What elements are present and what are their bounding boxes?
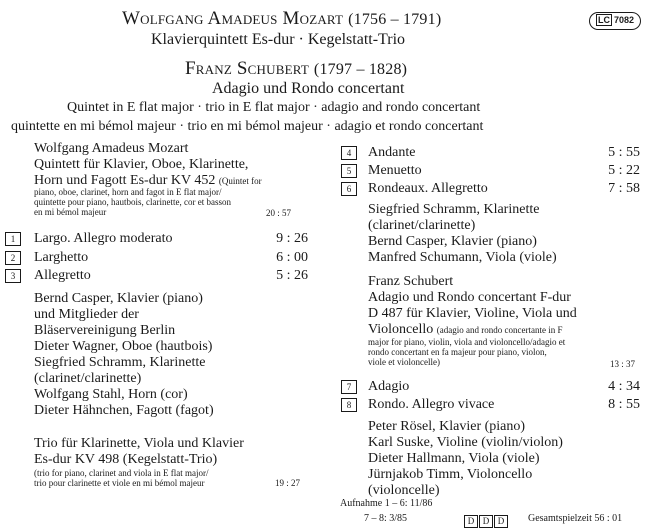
- left-trio-small-2: trio pour clarinette et viole en mi bémol majeur: [34, 478, 205, 488]
- right-work-line3-main: Violoncello: [368, 322, 434, 337]
- right-work-line2: D 487 für Klavier, Violine, Viola und: [368, 306, 577, 321]
- right-performer-a-4: Manfred Schumann, Viola (viole): [368, 250, 557, 265]
- track-number-4: 4: [341, 146, 357, 160]
- right-performer-a-3: Bernd Casper, Klavier (piano): [368, 234, 537, 249]
- track-number-5: 5: [341, 164, 357, 178]
- left-performer-3: Bläservereinigung Berlin: [34, 323, 176, 338]
- header-french-titles: quintette en mi bémol majeur · trio en mi bémol majeur · adagio et rondo concertant: [11, 119, 484, 134]
- right-work-small-1: major for piano, violin, viola and violoncello/adagio et: [368, 337, 566, 347]
- right-work-small-2: rondo concertant en fa majeur pour piano, violon,: [368, 347, 547, 357]
- track-title-3: Allegretto: [34, 268, 91, 283]
- track-title-1: Largo. Allegro moderato: [34, 231, 173, 246]
- track-time-3: 5 : 26: [276, 268, 308, 283]
- left-work-small-3: en mi bémol majeur: [34, 207, 107, 217]
- track-title-6: Rondeaux. Allegretto: [368, 181, 488, 196]
- right-performer-b-4: Jürnjakob Timm, Violoncello: [368, 467, 533, 482]
- right-performer-b-5: (violoncelle): [368, 483, 440, 498]
- header-composer-schubert: Franz Schubert: [185, 58, 309, 79]
- header-english-titles: Quintet in E flat major · trio in E flat major · adagio and rondo concertant: [67, 100, 481, 115]
- left-work-line1: Quintett für Klavier, Oboe, Klarinette,: [34, 157, 249, 172]
- left-performer-2: und Mitglieder der: [34, 307, 139, 322]
- left-performer-6: (clarinet/clarinette): [34, 371, 142, 386]
- track-time-1: 9 : 26: [276, 231, 308, 246]
- track-title-2: Larghetto: [34, 250, 89, 265]
- label-code-box: LC: [597, 15, 610, 25]
- label-code-number: 7082: [613, 15, 635, 25]
- ddd-letter-2: D: [479, 515, 493, 528]
- right-performer-a-2: (clarinet/clarinette): [368, 218, 476, 233]
- track-time-5: 5 : 22: [608, 163, 640, 178]
- left-performer-7: Wolfgang Stahl, Horn (cor): [34, 387, 188, 402]
- track-number-6: 6: [341, 182, 357, 196]
- ddd-letter-1: D: [464, 515, 478, 528]
- track-title-4: Andante: [368, 145, 416, 160]
- header-composer-mozart: Wolfgang Amadeus Mozart: [122, 8, 344, 29]
- left-work-small-1: piano, oboe, clarinet, horn and fagot in E flat major/: [34, 187, 222, 197]
- left-work-small-2: quintette pour piano, hautbois, clarinette, cor et basson: [34, 197, 231, 207]
- left-work-line2-main: Horn und Fagott Es-dur KV 452: [34, 173, 216, 188]
- left-trio-total: 19 : 27: [275, 478, 301, 488]
- ddd-badge: [464, 511, 509, 529]
- right-work-line3: [368, 322, 562, 338]
- left-work-line2-small: (Quintet for: [218, 176, 262, 186]
- header-mozart-works: Klavierquintett Es-dur · Kegelstatt-Trio: [151, 31, 406, 48]
- right-performer-b-1: Peter Rösel, Klavier (piano): [368, 419, 526, 434]
- header-schubert-line: [185, 58, 407, 80]
- right-composer: Franz Schubert: [368, 274, 454, 289]
- right-performer-b-2: Karl Suske, Violine (violin/violon): [368, 435, 563, 450]
- header-schubert-work: Adagio und Rondo concertant: [212, 80, 405, 97]
- header-dates-schubert: (1797 – 1828): [313, 61, 408, 78]
- track-number-7: 7: [341, 380, 357, 394]
- track-title-7: Adagio: [368, 379, 410, 394]
- header-mozart-line: [122, 8, 441, 30]
- track-number-2: 2: [5, 251, 21, 265]
- left-performer-1: Bernd Casper, Klavier (piano): [34, 291, 203, 306]
- track-number-8: 8: [341, 398, 357, 412]
- recording-info-1: Aufnahme 1 – 6: 11/86: [340, 498, 433, 509]
- recording-info-2: 7 – 8: 3/85: [364, 513, 408, 524]
- left-performer-8: Dieter Hähnchen, Fagott (fagot): [34, 403, 214, 418]
- track-number-3: 3: [5, 269, 21, 283]
- right-work-line3-small: (adagio and rondo concertante in F: [436, 325, 563, 335]
- left-trio-line1: Trio für Klarinette, Viola und Klavier: [34, 436, 244, 451]
- track-time-7: 4 : 34: [608, 379, 640, 394]
- track-time-8: 8 : 55: [608, 397, 640, 412]
- left-trio-small-1: (trio for piano, clarinet and viola in E flat major/: [34, 468, 209, 478]
- left-performer-4: Dieter Wagner, Oboe (hautbois): [34, 339, 213, 354]
- track-time-6: 7 : 58: [608, 181, 640, 196]
- header-dates-mozart: (1756 – 1791): [348, 11, 442, 28]
- track-number-1: 1: [5, 232, 21, 246]
- track-time-2: 6 : 00: [276, 250, 308, 265]
- track-title-5: Menuetto: [368, 163, 422, 178]
- ddd-letter-3: D: [494, 515, 508, 528]
- track-time-4: 5 : 55: [608, 145, 640, 160]
- label-code-badge: [589, 12, 641, 30]
- left-trio-line2: Es-dur KV 498 (Kegelstatt-Trio): [34, 452, 218, 467]
- right-work-total: 13 : 37: [610, 359, 636, 369]
- left-performer-5: Siegfried Schramm, Klarinette: [34, 355, 206, 370]
- left-work-total: 20 : 57: [266, 208, 292, 218]
- right-work-line1: Adagio und Rondo concertant F-dur: [368, 290, 571, 305]
- right-performer-b-3: Dieter Hallmann, Viola (viole): [368, 451, 540, 466]
- right-work-small-3: viole et violoncelle): [368, 357, 440, 367]
- right-performer-a-1: Siegfried Schramm, Klarinette: [368, 202, 540, 217]
- total-playing-time: Gesamtspielzeit 56 : 01: [528, 513, 623, 524]
- left-composer: Wolfgang Amadeus Mozart: [34, 141, 189, 156]
- track-title-8: Rondo. Allegro vivace: [368, 397, 495, 412]
